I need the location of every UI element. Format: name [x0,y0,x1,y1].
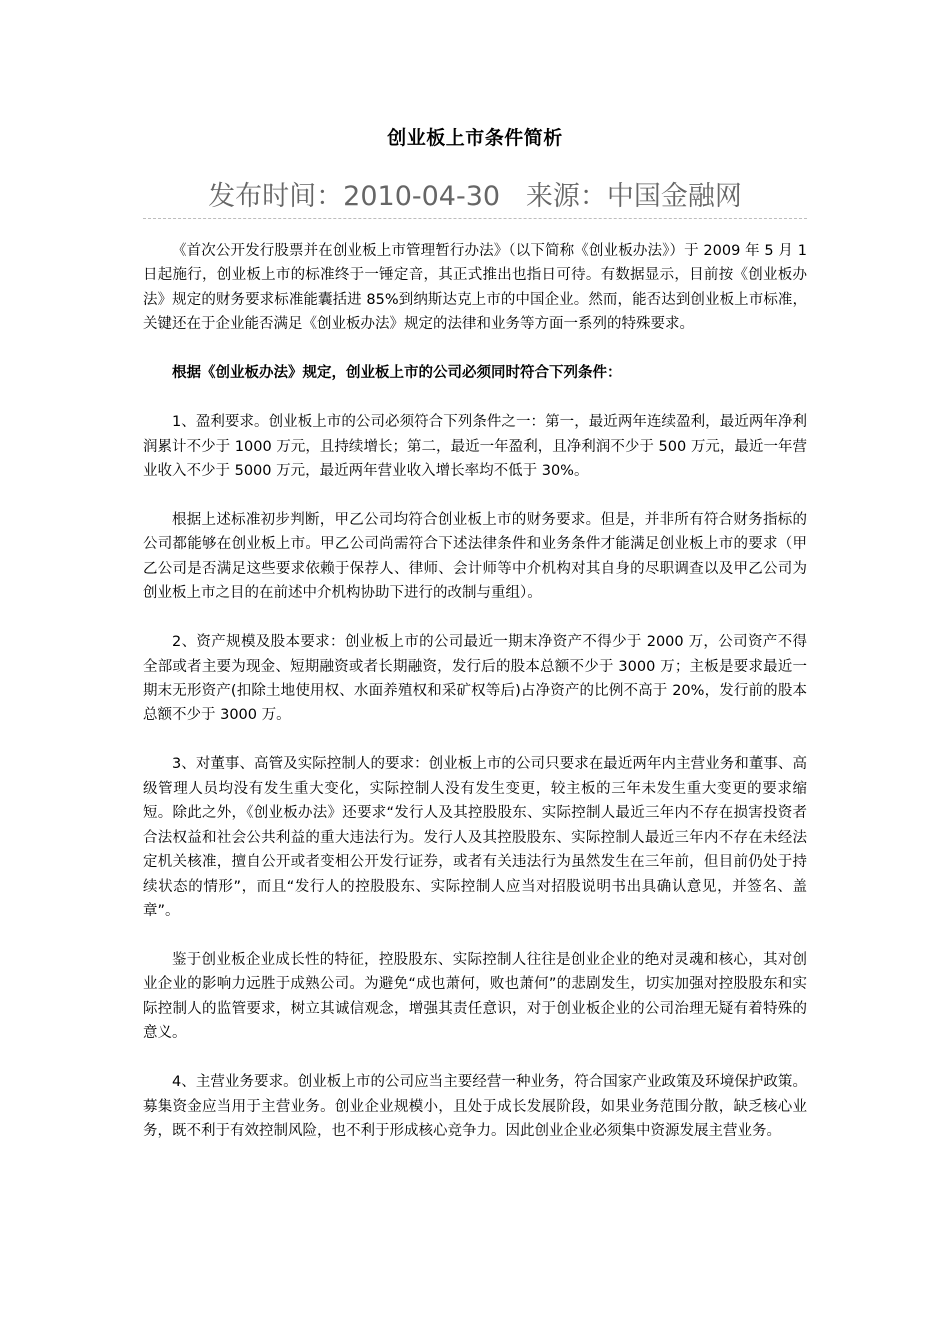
paragraph-profit-requirement: 1、盈利要求。创业板上市的公司必须符合下列条件之一：第一，最近两年连续盈利，最近两年净利润累计不少于 1000 万元，且持续增长；第二，最近一年盈利，且净利润不少于 500 万元，最近一年营业收入不少于 5000 万元，最近两年营业收入增长率均不低于 30%。 [143,414,807,480]
paragraph-asset-requirement: 2、资产规模及股本要求：创业板上市的公司最近一期末净资产不得少于 2000 万，公司资产不得全部或者主要为现金、短期融资或者长期融资，发行后的股本总额不少于 3000 万；主板是要求最近一期末无形资产(扣除土地使用权、水面养殖权和采矿权等后)占净资产的比例不高于 20%，发行前的股本总额不少于 3000 万。 [143,634,807,724]
document-title: 创业板上市条件简析 [387,127,563,149]
publish-info: 发布时间：2010-04-30 来源：中国金融网 [208,181,742,212]
article-body [143,239,807,1143]
paragraph-main-business-requirement: 4、主营业务要求。创业板上市的公司应当主要经营一种业务，符合国家产业政策及环境保护政策。募集资金应当用于主营业务。创业企业规模小，且处于成长发展阶段，如果业务范围分散，缺乏核心业务，既不利于有效控制风险，也不利于形成核心竞争力。因此创业企业必须集中资源发展主营业务。 [143,1074,807,1139]
dashed-divider [143,218,807,219]
paragraph-controller-significance: 鉴于创业板企业成长性的特征，控股股东、实际控制人往往是创业企业的绝对灵魂和核心，其对创业企业的影响力远胜于成熟公司。为避免“成也萧何，败也萧何”的悲剧发生，切实加强对控股股东和实际控制人的监管要求，树立其诚信观念，增强其责任意识，对于创业板企业的公司治理无疑有着特殊的意义。 [143,951,807,1042]
paragraph-preliminary-judgment: 根据上述标准初步判断，甲乙公司均符合创业板上市的财务要求。但是，并非所有符合财务指标的公司都能够在创业板上市。甲乙公司尚需符合下述法律条件和业务条件才能满足创业板上市的要求（甲乙公司是否满足这些要求依赖于保荐人、律师、会计师等中介机构对其自身的尽职调查以及甲乙公司为创业板上市之目的在前述中介机构协助下进行的改制与重组）。 [143,512,807,602]
paragraph-intro: 《首次公开发行股票并在创业板上市管理暂行办法》（以下简称《创业板办法》）于 2009 年 5 月 1 日起施行，创业板上市的标准终于一锤定音，其正式推出也指日可待。有数据显示，目前按《创业板办法》规定的财务要求标准能囊括进 85%到纳斯达克上市的中国企业。然而，能否达到创业板上市标准，关键还在于企业能否满足《创业板办法》规定的法律和业务等方面一系列的特殊要求。 [143,243,807,333]
paragraph-management-requirement: 3、对董事、高管及实际控制人的要求：创业板上市的公司只要求在最近两年内主营业务和董事、高级管理人员均没有发生重大变化，实际控制人没有发生变更，较主板的三年未发生重大变更的要求缩短。除此之外，《创业板办法》还要求“发行人及其控股股东、实际控制人最近三年内不存在损害投资者合法权益和社会公共利益的重大违法行为。发行人及其控股股东、实际控制人最近三年内不存在未经法定机关核准，擅自公开或者变相公开发行证券，或者有关违法行为虽然发生在三年前，但目前仍处于持续状态的情形”，而且“发行人的控股股东、实际控制人应当对招股说明书出具确认意见，并签名、盖章”。 [143,756,807,919]
paragraph-conditions-heading: 根据《创业板办法》规定，创业板上市的公司必须同时符合下列条件： [172,365,622,382]
